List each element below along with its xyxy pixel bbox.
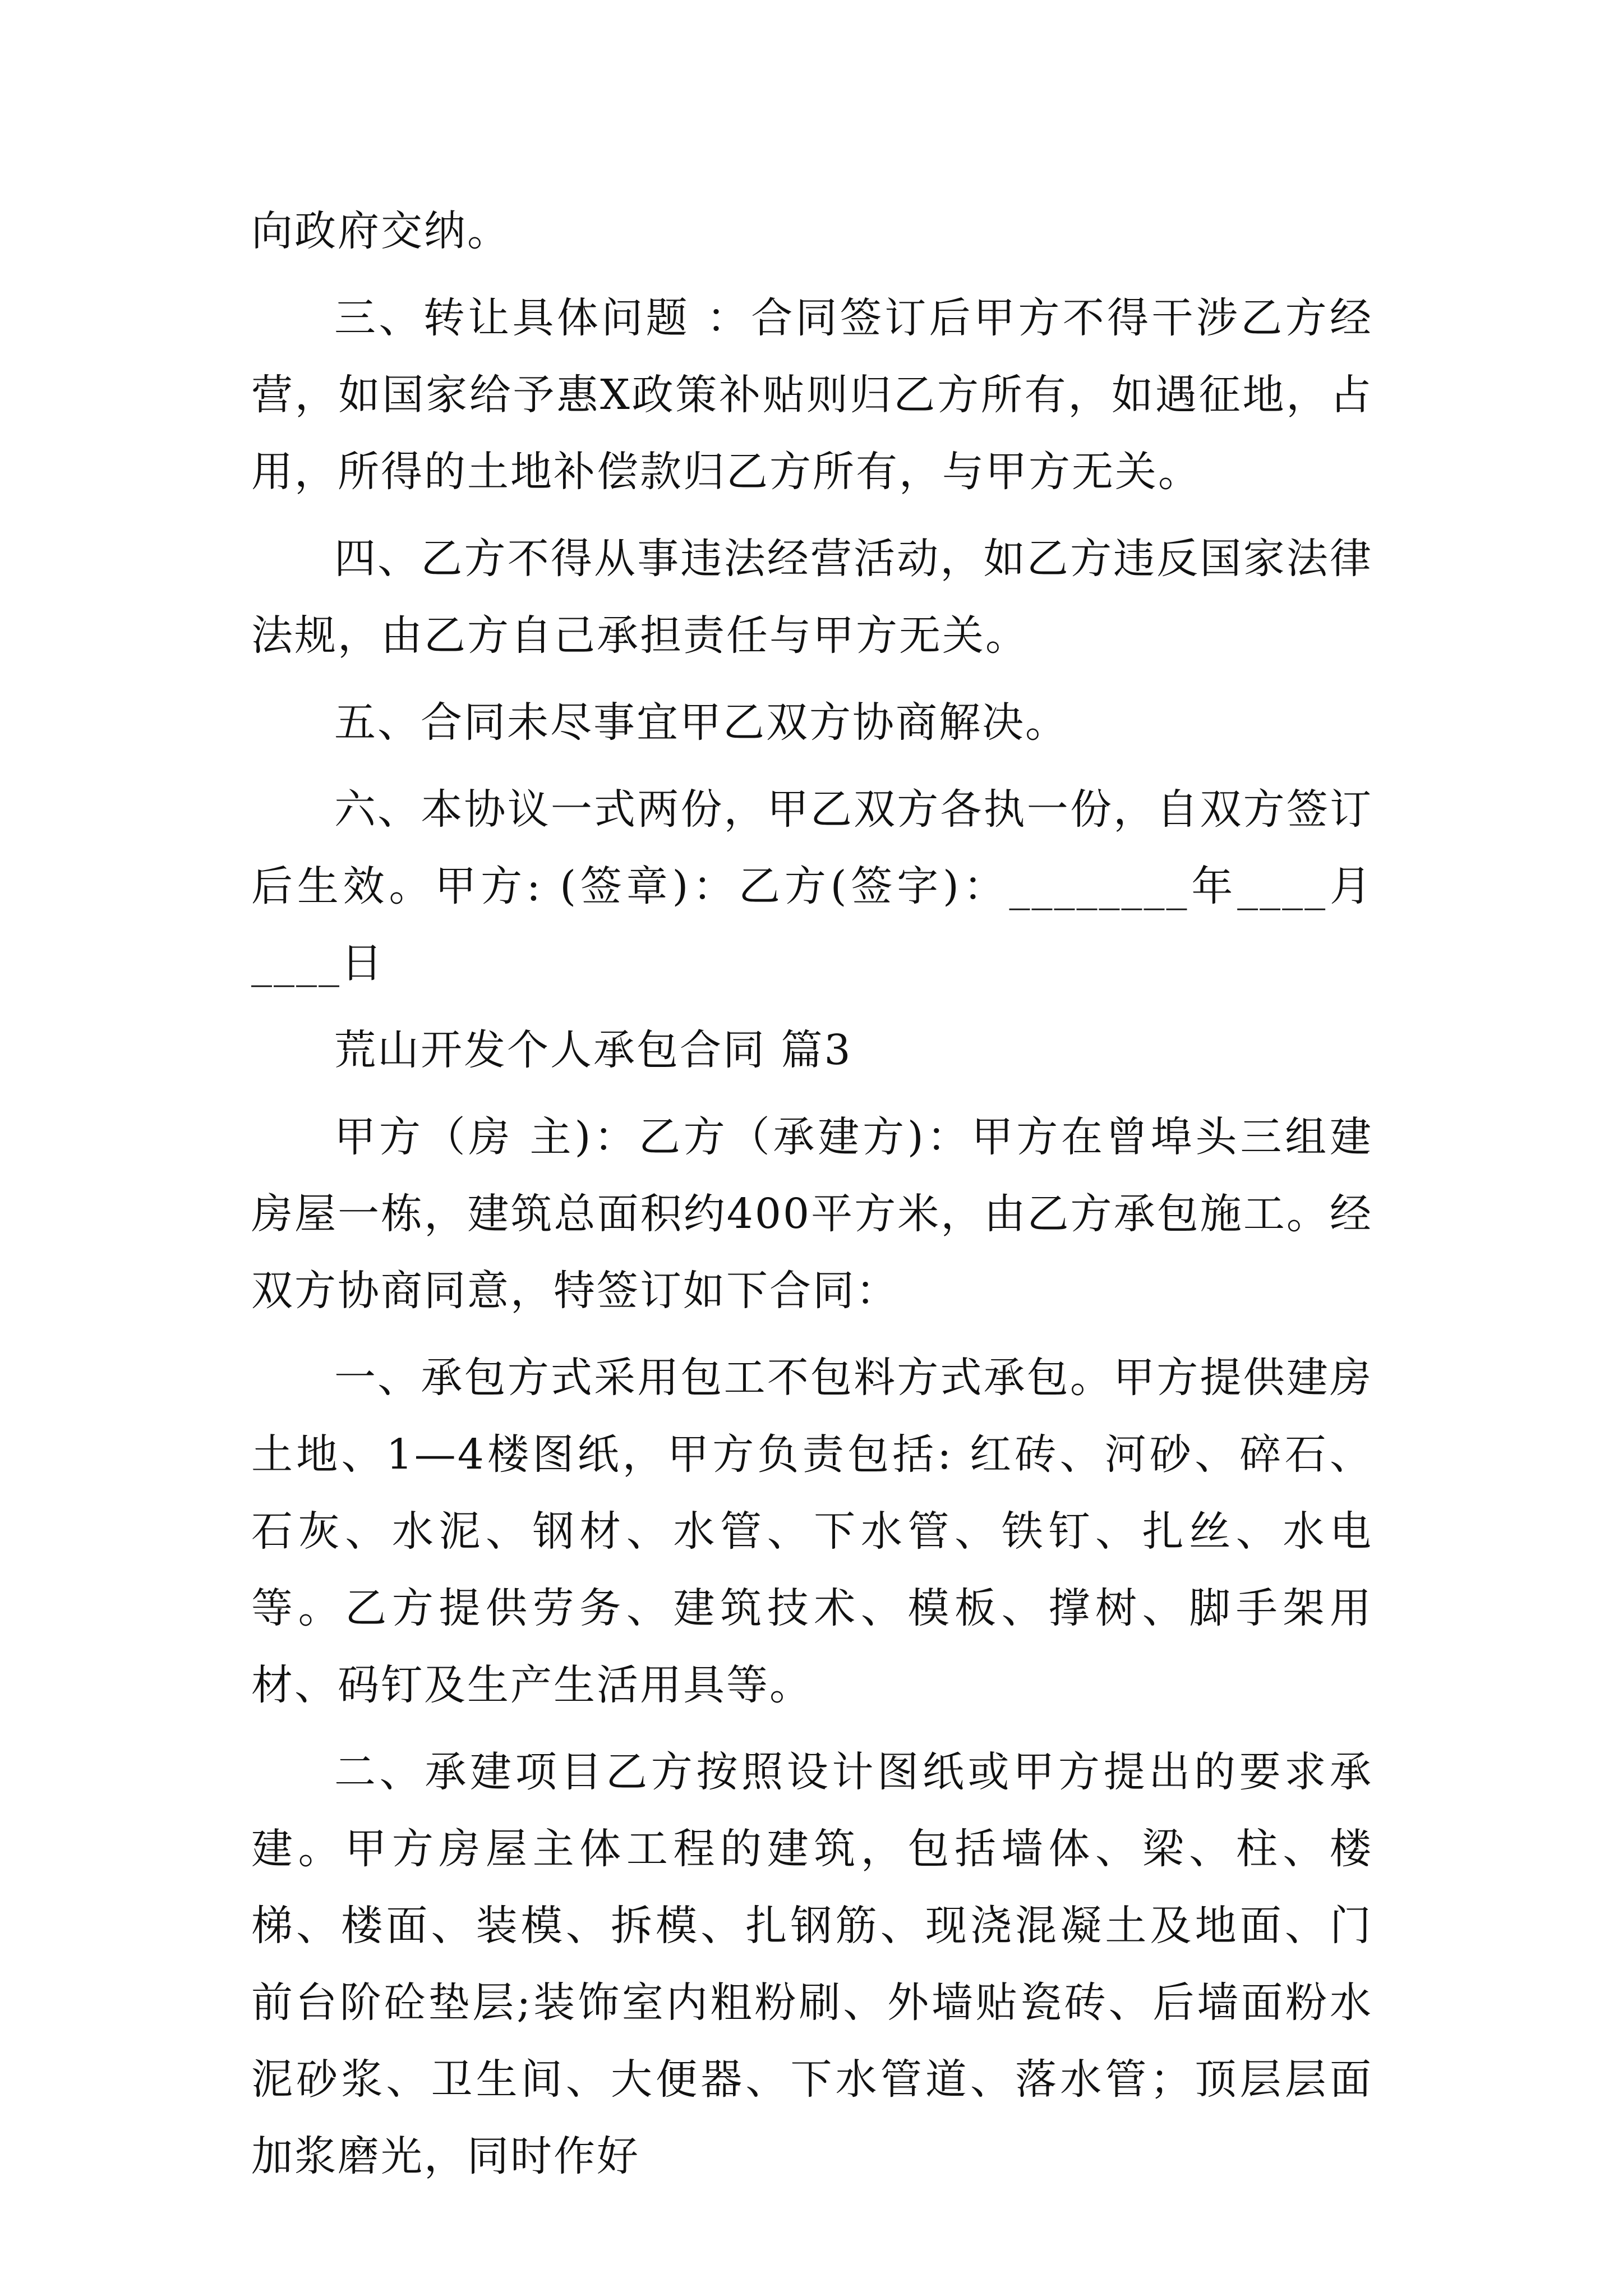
document-body [251, 193, 1373, 2195]
paragraph-continuation: 向政府交纳。 [251, 207, 510, 255]
clause-6-signatures: 六、本协议一式两份，甲乙双方各执一份，自双方签订后生效。甲方: (签章)：乙方(签字)：________年____月____日 [251, 785, 1373, 987]
clause-3-transfer-issues: 三、转让具体问题 ：合同签订后甲方不得干涉乙方经营，如国家给予惠X政策补贴则归乙方所有，如遇征地，占用，所得的土地补偿款归乙方所有，与甲方无关。 [251, 294, 1373, 496]
clause-4-no-illegal-business: 四、乙方不得从事违法经营活动，如乙方违反国家法律法规，由乙方自己承担责任与甲方无关。 [251, 535, 1373, 660]
section-title: 荒山开发个人承包合同 篇3 [334, 1026, 852, 1074]
parties-intro: 甲方（房 主)：乙方（承建方)：甲方在曾埠头三组建房屋一栋，建筑总面积约400平方米，由乙方承包施工。经双方协商同意，特签订如下合同： [251, 1113, 1373, 1315]
clause-2-construction-items: 二、承建项目乙方按照设计图纸或甲方提出的要求承建。甲方房屋主体工程的建筑，包括墙体、梁、柱、楼梯、楼面、装模、拆模、扎钢筋、现浇混凝土及地面、门前台阶砼垫层;装饰室内粗粉刷、外墙贴瓷砖、后墙面粉水泥砂浆、卫生间、大便器、下水管道、落水管；顶层层面加浆磨光，同时作好 [251, 1748, 1373, 2180]
clause-1-contract-method: 一、承包方式采用包工不包料方式承包。甲方提供建房土地、1—4楼图纸，甲方负责包括: 红砖、河砂、碎石、石灰、水泥、钢材、水管、下水管、铁钉、扎丝、水电等。乙方提供劳务、建筑技术、模板、撑树、脚手架用材、码钉及生产生活用具等。 [251, 1354, 1373, 1709]
clause-5-unresolved-matters: 五、合同未尽事宜甲乙双方协商解决。 [334, 698, 1068, 747]
